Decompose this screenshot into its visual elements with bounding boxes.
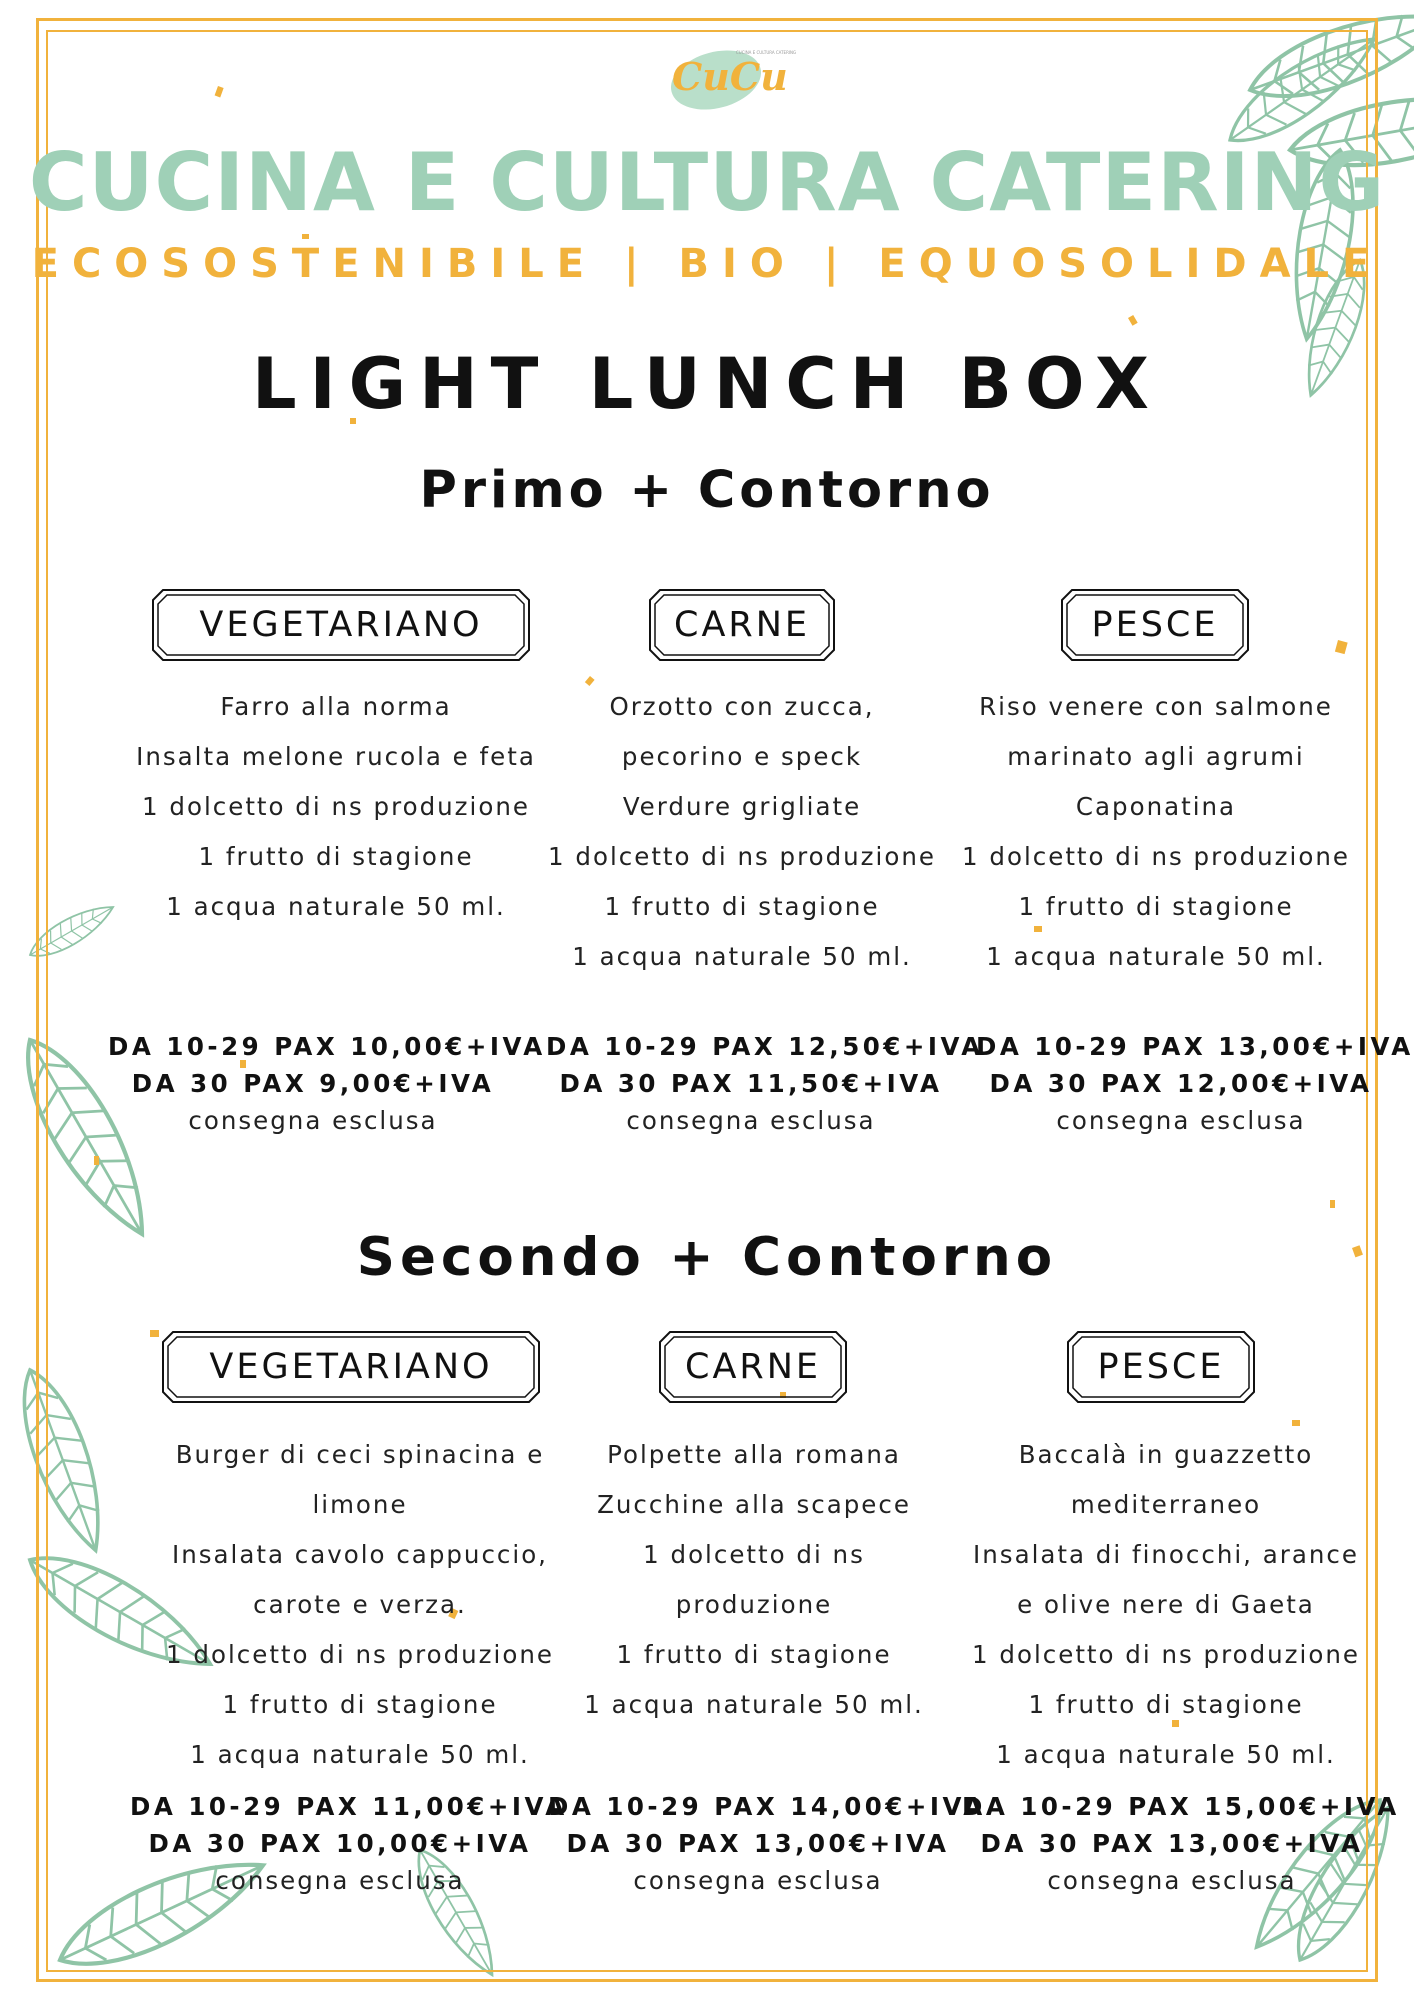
delivery-note: consegna esclusa — [1056, 1106, 1306, 1135]
pricing-carne-primo — [546, 1028, 984, 1140]
svg-text:CuCu: CuCu — [672, 54, 788, 99]
menu-item: Baccalà in guazzetto — [1018, 1440, 1314, 1469]
price-tier-1: DA 10-29 PAX 12,50€+IVA — [546, 1032, 984, 1061]
menu-item: Verdure grigliate — [622, 792, 862, 821]
menu-item: 1 dolcetto di ns — [643, 1540, 865, 1569]
menu-items-pesce-secondo — [956, 1430, 1376, 1780]
menu-item: 1 frutto di stagione — [1018, 892, 1294, 921]
menu-item: 1 acqua naturale 50 ml. — [996, 1740, 1336, 1769]
section-heading-primo: Primo + Contorno — [419, 461, 995, 520]
price-tier-2: DA 30 PAX 13,00€+IVA — [566, 1829, 950, 1858]
menu-item: 1 dolcetto di ns produzione — [142, 792, 530, 821]
svg-text:CUCINA E CULTURA CATERING: CUCINA E CULTURA CATERING — [736, 50, 797, 55]
menu-item: 1 acqua naturale 50 ml. — [166, 892, 506, 921]
menu-items-carne-secondo — [544, 1430, 964, 1730]
menu-item: 1 dolcetto di ns produzione — [548, 842, 936, 871]
menu-item: marinato agli agrumi — [1007, 742, 1305, 771]
price-tier-2: DA 30 PAX 9,00€+IVA — [131, 1069, 495, 1098]
price-tier-1: DA 10-29 PAX 13,00€+IVA — [976, 1032, 1414, 1061]
menu-item: pecorino e speck — [621, 742, 863, 771]
delivery-note: consegna esclusa — [626, 1106, 876, 1135]
price-tier-2: DA 30 PAX 13,00€+IVA — [980, 1829, 1364, 1858]
menu-item: Farro alla norma — [220, 692, 452, 721]
menu-item: mediterraneo — [1070, 1490, 1262, 1519]
price-tier-1: DA 10-29 PAX 14,00€+IVA — [548, 1792, 986, 1821]
menu-item: 1 dolcetto di ns produzione — [166, 1640, 554, 1669]
menu-item: Riso venere con salmone — [979, 692, 1333, 721]
menu-item: 1 frutto di stagione — [604, 892, 880, 921]
menu-item: 1 frutto di stagione — [1028, 1690, 1304, 1719]
delivery-note: consegna esclusa — [633, 1866, 883, 1895]
pricing-vegetariano-primo — [108, 1028, 546, 1140]
menu-item: 1 dolcetto di ns produzione — [972, 1640, 1360, 1669]
price-tier-2: DA 30 PAX 10,00€+IVA — [148, 1829, 532, 1858]
pricing-carne-secondo — [548, 1788, 986, 1900]
menu-item: 1 frutto di stagione — [198, 842, 474, 871]
label-carne-primo: CARNE — [648, 588, 836, 662]
pricing-pesce-secondo — [962, 1788, 1400, 1900]
menu-item: e olive nere di Gaeta — [1017, 1590, 1315, 1619]
label-pesce-primo: PESCE — [1060, 588, 1250, 662]
delivery-note: consegna esclusa — [1047, 1866, 1297, 1895]
brand-tagline: ECOSOSTENIBILE | BIO | EQUOSOLIDALE — [31, 241, 1383, 287]
label-pesce-secondo: PESCE — [1066, 1330, 1256, 1404]
brand-name: CUCINA E CULTURA CATERING — [28, 136, 1386, 229]
menu-item: 1 acqua naturale 50 ml. — [986, 942, 1326, 971]
label-vegetariano-primo: VEGETARIANO — [151, 588, 531, 662]
price-tier-1: DA 10-29 PAX 15,00€+IVA — [962, 1792, 1400, 1821]
menu-item: produzione — [675, 1590, 833, 1619]
price-tier-2: DA 30 PAX 12,00€+IVA — [989, 1069, 1373, 1098]
menu-item: Orzotto con zucca, — [609, 692, 875, 721]
menu-item: 1 acqua naturale 50 ml. — [584, 1690, 924, 1719]
price-tier-2: DA 30 PAX 11,50€+IVA — [559, 1069, 943, 1098]
menu-item: Burger di ceci spinacina e — [175, 1440, 545, 1469]
cucu-logo — [658, 40, 797, 114]
menu-items-carne-primo — [532, 682, 952, 982]
menu-item: limone — [312, 1490, 408, 1519]
menu-item: Insalata cavolo cappuccio, — [172, 1540, 548, 1569]
price-tier-1: DA 10-29 PAX 11,00€+IVA — [130, 1792, 568, 1821]
menu-item: 1 frutto di stagione — [222, 1690, 498, 1719]
menu-item: Zucchine alla scapece — [597, 1490, 911, 1519]
menu-item: Caponatina — [1075, 792, 1237, 821]
delivery-note: consegna esclusa — [188, 1106, 438, 1135]
menu-item: 1 dolcetto di ns produzione — [962, 842, 1350, 871]
menu-item: Polpette alla romana — [607, 1440, 901, 1469]
pricing-pesce-primo — [976, 1028, 1414, 1140]
section-heading-secondo: Secondo + Contorno — [356, 1227, 1058, 1288]
menu-items-vegetariano-secondo — [150, 1430, 570, 1780]
pricing-vegetariano-secondo — [130, 1788, 568, 1900]
menu-item: Insalta melone rucola e feta — [136, 742, 536, 771]
menu-item: 1 acqua naturale 50 ml. — [190, 1740, 530, 1769]
menu-item: 1 acqua naturale 50 ml. — [572, 942, 912, 971]
menu-item: Insalata di finocchi, arance — [973, 1540, 1359, 1569]
menu-items-pesce-primo — [946, 682, 1366, 982]
menu-item: carote e verza. — [253, 1590, 467, 1619]
label-carne-secondo: CARNE — [658, 1330, 848, 1404]
price-tier-1: DA 10-29 PAX 10,00€+IVA — [108, 1032, 546, 1061]
label-vegetariano-secondo: VEGETARIANO — [161, 1330, 541, 1404]
delivery-note: consegna esclusa — [215, 1866, 465, 1895]
menu-items-vegetariano-primo — [126, 682, 546, 932]
menu-title: LIGHT LUNCH BOX — [251, 343, 1162, 425]
menu-item: 1 frutto di stagione — [616, 1640, 892, 1669]
